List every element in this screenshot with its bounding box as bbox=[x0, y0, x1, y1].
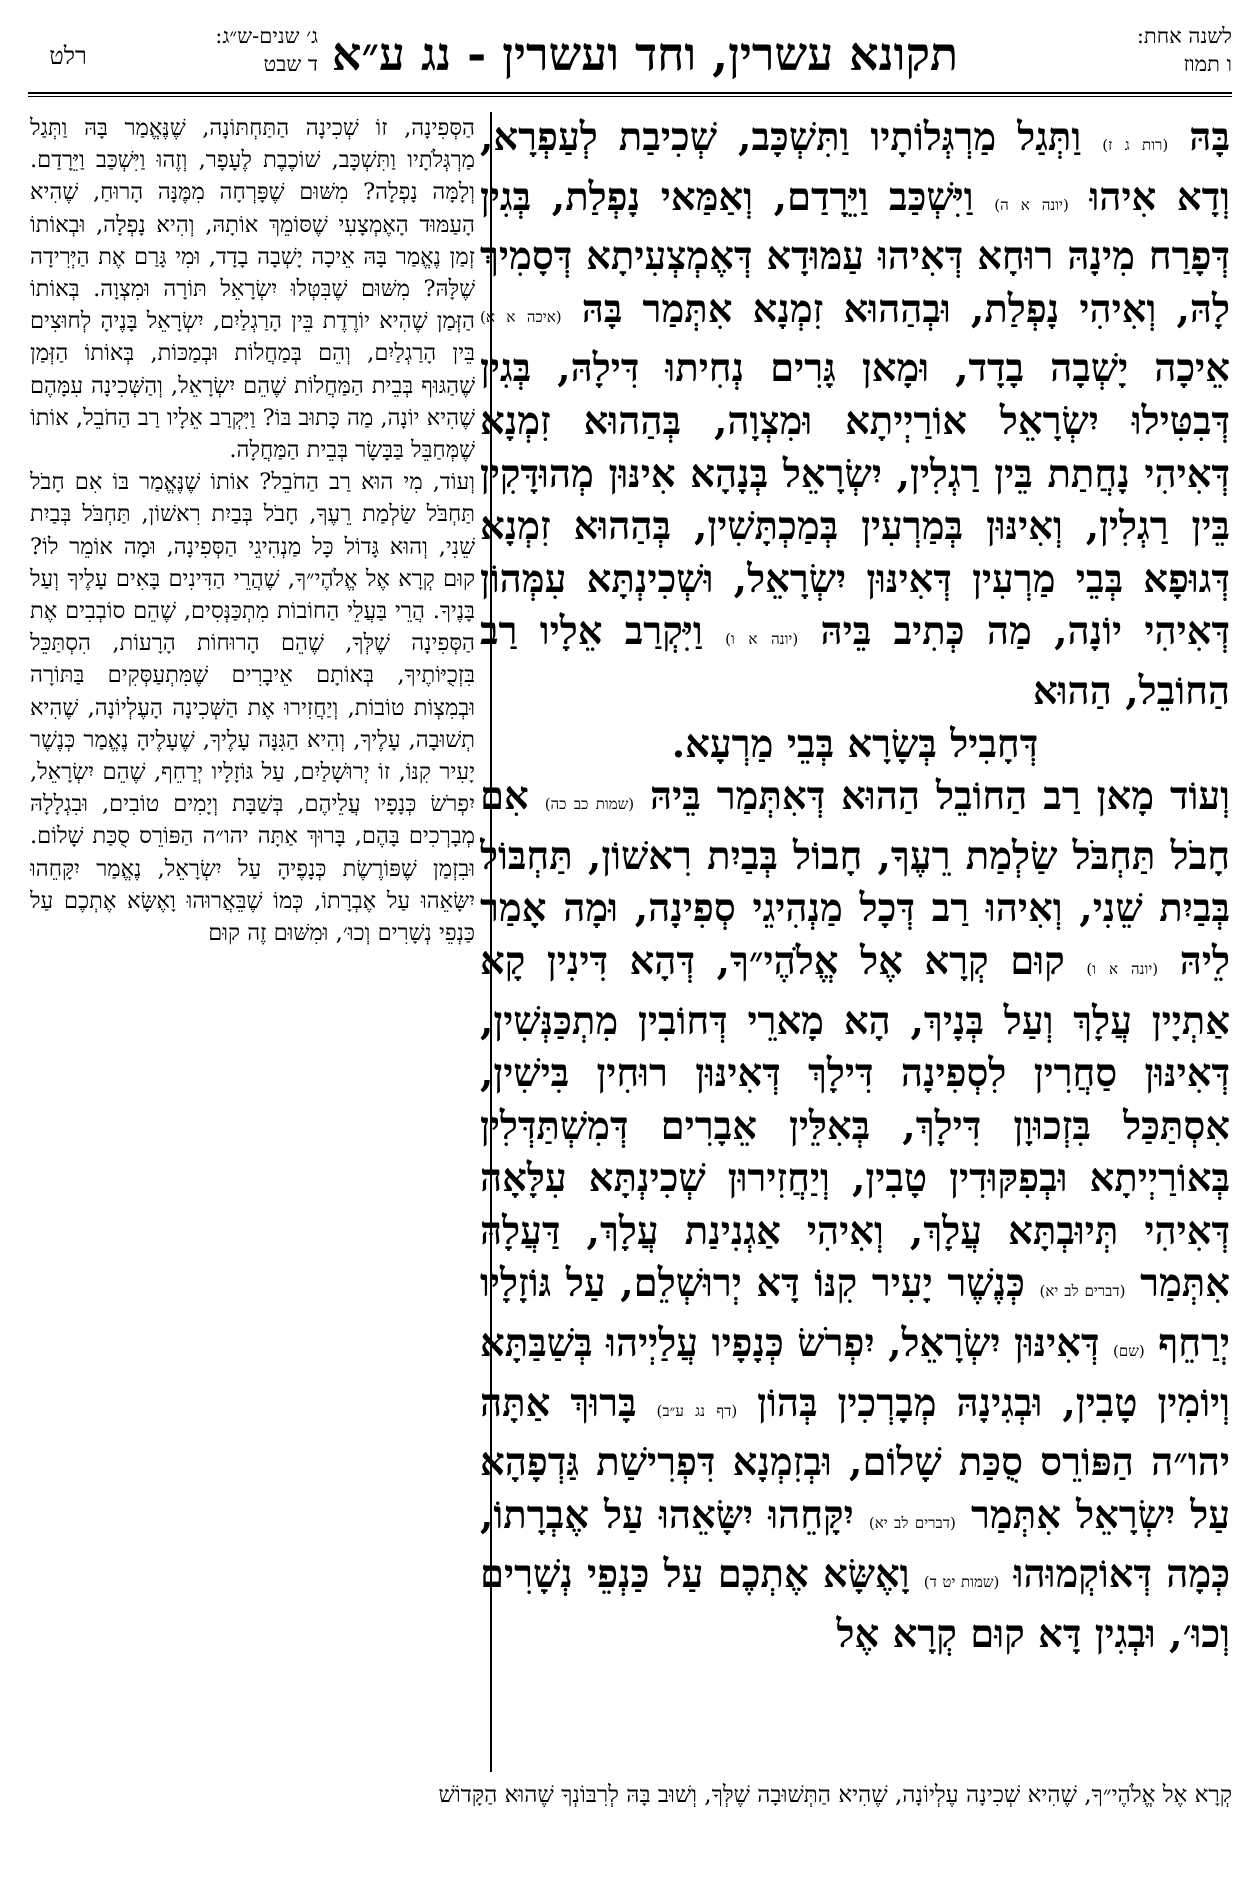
main-text-segment: וַיִּשְׁכַּב וַיֵּרָדַם, וְאַמַּאי נָפְלַת, בְּגִין דְּפָרַח מִינָהּ רוּחָא דְּאִיהוּ עַמּוּדָא דְּאֶמְצְעִיתָא דְּסָמִיךְ לָהּ, וְאִיהִי נָפְלַת, וּבְהַהוּא זִמְנָא אִתְּמַר בָּהּ bbox=[480, 174, 1230, 332]
main-paragraph-1 bbox=[480, 112, 1230, 719]
source-reference: (יונה א ה) bbox=[994, 195, 1069, 214]
header-rule-thin bbox=[28, 96, 1232, 97]
main-text-segment: אִם חָבֹל תַּחְבֹּל שַׂלְמַת רֵעֶךָ, חָבוֹל בְּבַיִת רִאשׁוֹן, תַּחְבּוֹל בְּבַיִת שֵׁנִי, וְאִיהוּ רַב דְּכָל מַנְהִיגֵי סְפִינָה, וּמָה אָמַר לֵיהּ bbox=[480, 774, 1230, 984]
source-reference: (דברים לב יא) bbox=[1039, 1282, 1126, 1301]
main-text-column bbox=[480, 112, 1230, 1772]
source-reference: (יונה א ו) bbox=[1086, 959, 1159, 978]
header-schedule-one-year bbox=[1042, 22, 1232, 78]
main-text-segment: וָאֶשָּׂא אֶתְכֶם עַל כַּנְפֵי נְשָׁרִים וְכוּ׳, וּבְגִין דָּא קוּם קְרָא אֶל bbox=[480, 1552, 1230, 1658]
page-header bbox=[28, 22, 1232, 114]
main-text-segment: בָּרוּךְ אַתָּה יהו״ה הַפּוֹרֵס סֻכַּת שָׁלוֹם, וּבְזִמְנָא דִּפְרִישַׁת גַּדְפָהָא עַל יִשְׂרָאֵל אִתְּמַר bbox=[480, 1380, 1230, 1538]
schedule-label: ג׳ שנים-ש״ג: bbox=[215, 24, 318, 48]
main-text-segment: דְּאִינּוּן יִשְׂרָאֵל, יִפְרֹשׂ כְּנָפָיו עֲלַיְיהוּ בְּשַׁבַּתָּא וְיוֹמִין טָבִין, וּבְגִינָהּ מְבָרְכִין בְּהוֹן bbox=[480, 1321, 1230, 1426]
schedule-date: ד שבט bbox=[263, 52, 318, 76]
main-centered-line: דְּחָבִיל בְּשָׂרָא בְּבֵי מַרְעָא. bbox=[671, 721, 1039, 767]
schedule-date: ו תמוז bbox=[1183, 52, 1232, 76]
bottom-continuation-line: קְרָא אֶל אֱלֹהֶי״ךָ, שֶׁהִיא שְׁכִינָה עֶלְיוֹנָה, שֶׁהִיא הַתְּשׁוּבָה שֶׁלְּךָ, וְשׁוּב בָּהּ לְרִבּוֹנְךָ שֶׁהוּא הַקָּדוֹשׁ bbox=[438, 1782, 1232, 1808]
header-rule bbox=[28, 92, 1232, 94]
main-text-segment: יִקָּחֵהוּ יִשָּׂאֵהוּ עַל אֶבְרָתוֹ, כְּמָה דְּאוֹקְמוּהוּ bbox=[480, 1492, 1230, 1598]
source-reference: (רות ג ז) bbox=[1102, 136, 1169, 154]
source-reference: (דברים לב יא) bbox=[868, 1513, 956, 1532]
source-reference: (איכה א א) bbox=[480, 307, 562, 326]
translation-paragraph-2: וְעוֹד, מִי הוּא רַב הַחֹבֵל? אוֹתוֹ שֶׁנֶּאֱמַר בּוֹ אִם חָבֹל תַּחְבֹּל שַׂלְמַת רֵעֶךָ, חָבֹל בְּבַיִת רִאשׁוֹן, תַּחְבֹּל בְּבַיִת שֵׁנִי, וְהוּא גָּדוֹל כָּל מַנְהִיגֵי הַסְּפִינָה, וּמָה אוֹמֵר לוֹ? קוּם קְרָא אֶל אֱלֹהֶי״ךָ, שֶׁהֲרֵי הַדִּינִים בָּאִים עָלֶיךָ וְעַל בָּנֶיךָ. הֲרֵי בַּעֲלֵי הַחוֹבוֹת מִתְכַּנְּסִים, שֶׁהֵם סוֹבְבִים אֶת הַסְּפִינָה שֶׁלְּךָ, שֶׁהֵם הָרוּחוֹת הָרָעוֹת, הִסְתַּכֵּל בִּזְכֻיּוֹתֶיךָ, בְּאוֹתָם אֵיבָרִים שֶׁמִּתְעַסְּקִים בַּתּוֹרָה וּבְמִצְוֹת טוֹבוֹת, וְיַחֲזִירוּ אֶת הַשְּׁכִינָה הָעֶלְיוֹנָה, שֶׁהִיא תְשׁוּבָה, עָלֶיךָ, וְהִיא הַגִּנָּה עָלֶיךָ, שֶׁעָלֶיהָ נֶאֱמַר כְּנֶשֶׁר יָעִיר קִנּוֹ, זוֹ יְרוּשָׁלַיִם, עַל גּוֹזָלָיו יְרַחֵף, שֶׁהֵם יִשְׂרָאֵל, יִפְרֹשׂ כְּנָפָיו עֲלֵיהֶם, בְּשַׁבָּת וְיָמִים טוֹבִים, וּבִגְלָלָהּ מְבָרְכִים בָּהֶם, בָּרוּךְ אַתָּה יהו״ה הַפּוֹרֵס סֻכַּת שָׁלוֹם. וּבִזְמַן שֶׁפּוֹרֶשֶׂת כְּנָפֶיהָ עַל יִשְׂרָאֵל, נֶאֱמַר יִקָּחֵהוּ יִשָּׂאֵהוּ עַל אֶבְרָתוֹ, כְּמוֹ שֶׁבֵּאֲרוּהוּ וָאֶשָּׂא אֶתְכֶם עַל כַּנְפֵי נְשָׁרִים וְכוּ׳, וּמִשּׁוּם זֶה קוּם bbox=[30, 469, 475, 947]
main-text-segment: קוּם קְרָא אֶל אֱלֹהֶי״ךָ, דְּהָא דִּינִין קָא אַתְיָין עֲלָךְ וְעַל בְּנָיךְ, הָא מָארֵי דְּחוֹבִין מִתְכַּנְּשִׁין, דְּאִינּוּן סַחֲרִין לִסְפִינָה דִּילָךְ דְּאִינּוּן רוּחִין בִּישִׁין, אִסְתַּכַּל בִּזְכוּוָן דִּילָךְ, בְּאִלֵּין אֵבָרִים דְּמִשְׁתַּדְּלִין בְּאוֹרַיְיתָא וּבְפִקּוּדִין טָבִין, וְיַחֲזִירוּן שְׁכִינְתָּא עִלָּאָה דְּאִיהִי תְּיוּבְתָּא עֲלָךְ, וְאִיהִי אַגְנִינַת עֲלָךְ, דַּעֲלָהּ אִתְּמַר bbox=[480, 938, 1230, 1307]
source-reference: (שמות יט ד) bbox=[923, 1573, 1000, 1592]
source-reference: (דף נג ע״ב) bbox=[656, 1401, 738, 1420]
translation-column bbox=[30, 112, 475, 1772]
page-title: תקונא עשרין, וחד ועשרין - נג ע״א bbox=[331, 27, 959, 81]
header-schedule-three-years bbox=[118, 22, 318, 78]
source-reference: (יונה א ו) bbox=[725, 630, 799, 649]
column-divider bbox=[490, 112, 492, 1772]
translation-paragraph-1: הַסְּפִינָה, זוֹ שְׁכִינָה הַתַּחְתּוֹנָה, שֶׁנֶּאֱמַר בָּהּ וַתְּגַל מַרְגְּלֹתָיו וַתִּשְׁכָּב, שׁוֹכֶבֶת לֶעָפָר, וְזֶהוּ וַיִּשְׁכַּב וַיֵּרָדַם. וְלָמָּה נָפְלָה? מִשּׁוּם שֶׁפָּרְחָה מִמֶּנָּה הָרוּחַ, שֶׁהִיא הָעַמּוּד הָאֶמְצָעִי שֶׁסּוֹמֵךְ אוֹתָהּ, וְהִיא נָפְלָה, וּבְאוֹתוֹ זְמַן נֶאֱמַר בָּהּ אֵיכָה יָשְׁבָה בָדָד, וּמִי גָּרַם אֶת הַיְּרִידָה שֶׁלָּהּ? מִשּׁוּם שֶׁבִּטְּלוּ יִשְׂרָאֵל תּוֹרָה וּמִצְוָה. בְּאוֹתוֹ הַזְּמַן שֶׁהִיא יוֹרֶדֶת בֵּין הָרַגְלַיִם, יִשְׂרָאֵל בָּנֶיהָ לְחוּצִים בֵּין הָרַגְלַיִם, וְהֵם בְּמַחֲלוֹת וּבְמַכּוֹת, בְּאוֹתוֹ הַזְּמַן שֶׁהַגּוּף בְּבֵית הַמַּחֲלוֹת שֶׁהֵם יִשְׂרָאֵל, וְהַשְּׁכִינָה עִמָּהֶם שֶׁהִיא יוֹנָה, מַה כָּתוּב בּוֹ? וַיִּקְרַב אֵלָיו רַב הַחֹבֵל, אוֹתוֹ שֶׁמְּחַבֵּל בַּבָּשָׂר בְּבֵית הַמַּחֲלָה. bbox=[30, 115, 475, 464]
main-paragraph-2 bbox=[480, 771, 1230, 1662]
main-text-segment: וַיִּקְרַב אֵלָיו רַב הַחוֹבֵל, הַהוּא bbox=[480, 609, 1230, 714]
source-reference: (שם) bbox=[1113, 1342, 1145, 1361]
main-text-segment: כְּנֶשֶׁר יָעִיר קִנּוֹ דָּא יְרוּשְׁלֵם, עַל גּוֹזָלָיו יְרַחֵף bbox=[480, 1261, 1230, 1367]
schedule-label: לשנה אחת: bbox=[1136, 24, 1232, 48]
page-number: רלט bbox=[49, 42, 87, 70]
main-text-segment: אֵיכָה יָשְׁבָה בָדָד, וּמָאן גָּרִים נְחִיתוּ דִּילָהּ, בְּגִין דְּבִטִּילוּ יִשְׂרָאֵל אוֹרַיְיתָא וּמִצְוָה, בְּהַהוּא זִמְנָא דְּאִיהִי נָחֲתַת בֵּין רַגְלִין, יִשְׂרָאֵל בְּנָהָא אִינּוּן מְהוּדָּקִין בֵּין רַגְלִין, וְאִינּוּן בְּמַרְעִין בְּמַכְתָּשִׁין, בְּהַהוּא זִמְנָא דְּגוּפָא בְּבֵי מַרְעִין דְּאִינּוּן יִשְׂרָאֵל, וּשְׁכִינְתָּא עִמְּהוֹן דְּאִיהִי יוֹנָה, מַה כְּתִיב בֵּיהּ bbox=[480, 346, 1230, 655]
main-text-segment: וַתְּגַל מַרְגְּלוֹתָיו וַתִּשְׁכָּב, שְׁכִיבַת לְעַפְרָא, וְדָא אִיהוּ bbox=[480, 115, 1230, 220]
main-text-segment: וְעוֹד מָאן רַב הַחוֹבֵל הַהוּא דְּאִתְּמַר בֵּיהּ bbox=[634, 774, 1230, 820]
source-reference: (שמות כב כה) bbox=[544, 795, 635, 814]
main-text-segment: בָּהּ bbox=[1168, 115, 1230, 160]
